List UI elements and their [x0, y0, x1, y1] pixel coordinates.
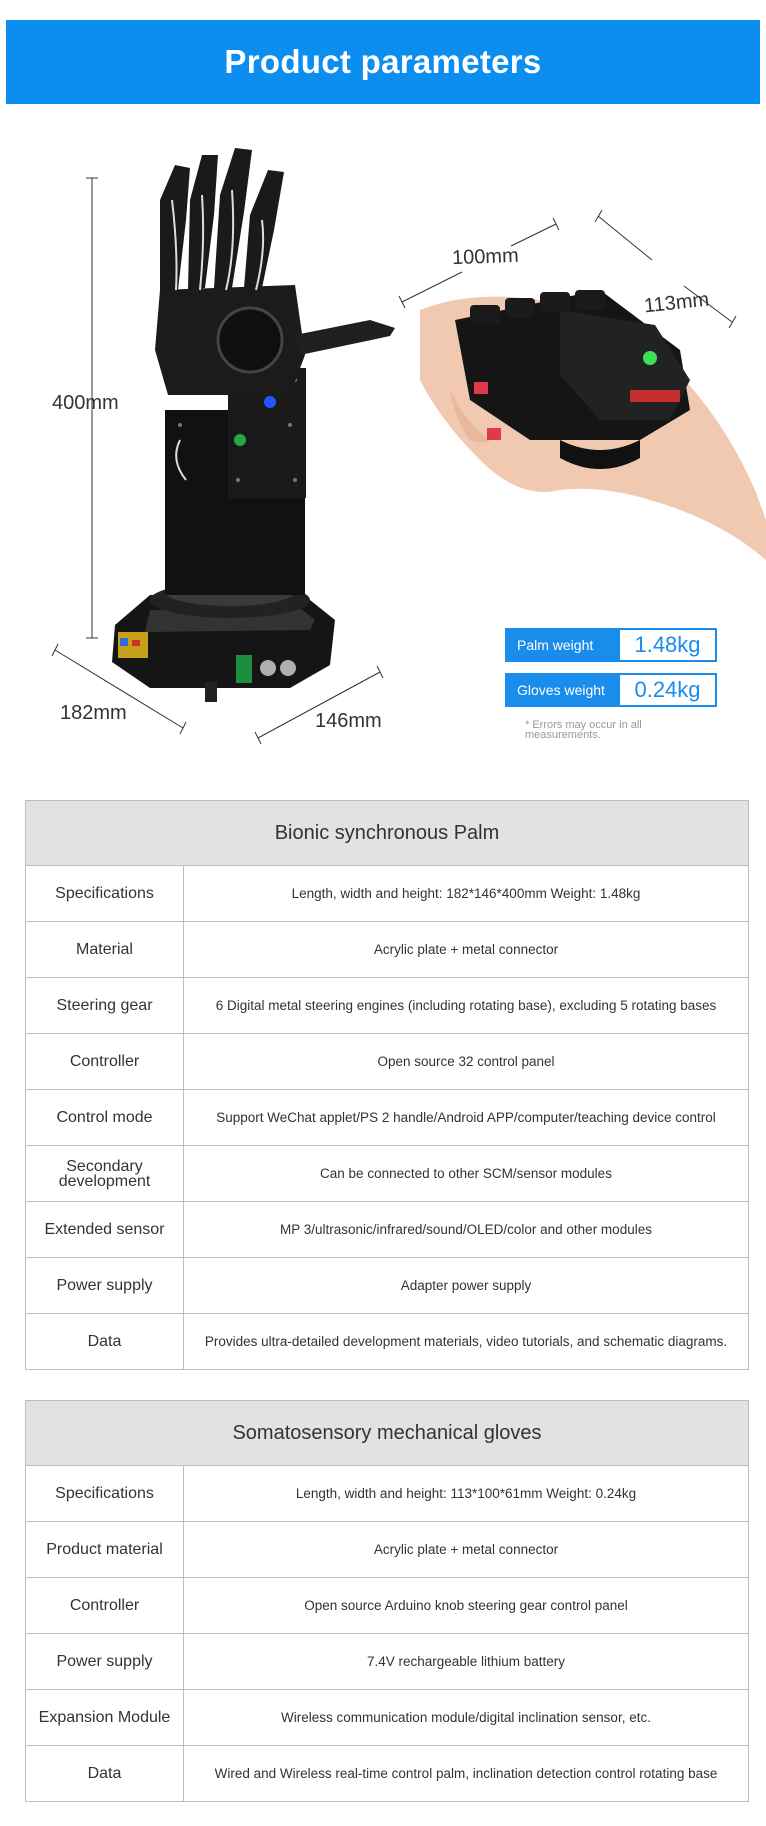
table-row: [26, 1034, 749, 1090]
robot-hand-image: [112, 148, 395, 702]
row-value: Wireless communication module/digital inclination sensor, etc.: [184, 1690, 749, 1746]
row-value: Length, width and height: 113*100*61mm Weight: 0.24kg: [184, 1466, 749, 1522]
row-value: Open source Arduino knob steering gear control panel: [184, 1578, 749, 1634]
row-key: Controller: [26, 1034, 184, 1090]
row-value: Support WeChat applet/PS 2 handle/Android APP/computer/teaching device control: [184, 1090, 749, 1146]
row-key: Expansion Module: [26, 1690, 184, 1746]
palm-weight-value: 1.48kg: [634, 632, 701, 657]
glove-spec-table: [25, 1400, 749, 1802]
row-value: Adapter power supply: [184, 1258, 749, 1314]
row-value: 6 Digital metal steering engines (including rotating base), excluding 5 rotating bases: [184, 978, 749, 1034]
row-key: Power supply: [26, 1258, 184, 1314]
table-row: [26, 1746, 749, 1802]
table-row: [26, 1522, 749, 1578]
product-illustration: [0, 140, 766, 760]
palm-width-label: 146mm: [315, 710, 382, 732]
row-value: MP 3/ultrasonic/infrared/sound/OLED/color and other modules: [184, 1202, 749, 1258]
row-value: Length, width and height: 182*146*400mm Weight: 1.48kg: [184, 866, 749, 922]
row-value: Open source 32 control panel: [184, 1034, 749, 1090]
gloves-weight-label: Gloves weight: [507, 675, 620, 705]
row-key: Material: [26, 922, 184, 978]
table-row: [26, 1690, 749, 1746]
gloves-weight-badge: [505, 673, 717, 707]
header-banner: [6, 20, 760, 104]
row-key: Controller: [26, 1578, 184, 1634]
table-row: [26, 1466, 749, 1522]
glove-hand-image: [420, 290, 766, 560]
row-value: Acrylic plate + metal connector: [184, 1522, 749, 1578]
row-key: Control mode: [26, 1090, 184, 1146]
table-row: [26, 1258, 749, 1314]
table-row: [26, 1090, 749, 1146]
palm-weight-label: Palm weight: [507, 630, 620, 660]
page-title: Product parameters: [224, 43, 542, 80]
row-key: Power supply: [26, 1634, 184, 1690]
row-key: Specifications: [26, 866, 184, 922]
table-row: [26, 1146, 749, 1202]
row-value: Provides ultra-detailed development materials, video tutorials, and schematic diagrams.: [184, 1314, 749, 1370]
row-value: 7.4V rechargeable lithium battery: [184, 1634, 749, 1690]
palm-weight-badge: [505, 628, 717, 662]
glove-width-label: 100mm: [451, 244, 520, 270]
table-row: [26, 866, 749, 922]
table-row: [26, 1634, 749, 1690]
row-key: Data: [26, 1314, 184, 1370]
gloves-weight-value: 0.24kg: [634, 677, 701, 702]
row-value: Can be connected to other SCM/sensor modules: [184, 1146, 749, 1202]
row-key: Product material: [26, 1522, 184, 1578]
row-value: Acrylic plate + metal connector: [184, 922, 749, 978]
table-row: [26, 978, 749, 1034]
row-key: Steering gear: [26, 978, 184, 1034]
palm-depth-label: 182mm: [60, 702, 127, 724]
product-figure: [0, 140, 766, 760]
row-key: Data: [26, 1746, 184, 1802]
table-row: [26, 922, 749, 978]
row-value: Wired and Wireless real-time control palm, inclination detection control rotating base: [184, 1746, 749, 1802]
row-key: Specifications: [26, 1466, 184, 1522]
palm-spec-table: [25, 800, 749, 1370]
glove-length-label: 113mm: [642, 288, 711, 318]
table-row: [26, 1314, 749, 1370]
table-row: [26, 1578, 749, 1634]
table-row: [26, 1202, 749, 1258]
palm-table-title: Bionic synchronous Palm: [26, 801, 749, 866]
measurement-note: * Errors may occur in all measurements.: [525, 719, 642, 741]
palm-height-label: 400mm: [52, 392, 119, 414]
glove-table-title: Somatosensory mechanical gloves: [26, 1401, 749, 1466]
row-key: Secondary development: [26, 1146, 184, 1202]
row-key: Extended sensor: [26, 1202, 184, 1258]
